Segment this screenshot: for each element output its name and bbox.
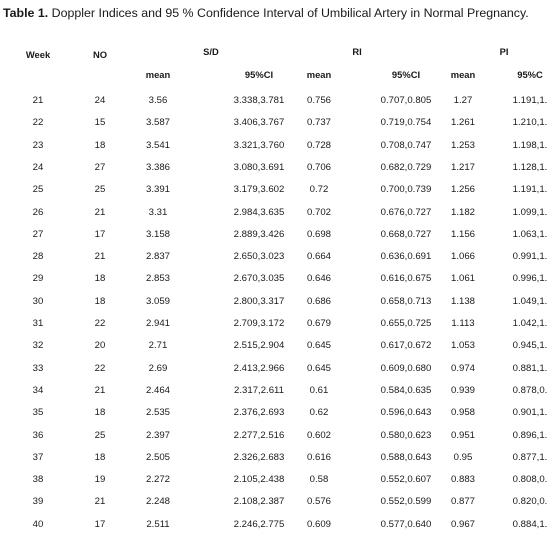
cell-week: 37	[32, 451, 44, 463]
cell-sd-ci: 2.984,3.635	[233, 206, 285, 218]
cell-sd-ci: 2.709,3.172	[233, 318, 285, 329]
cell-no: 22	[94, 362, 106, 374]
cell-ri-ci: 0.700,0.739	[380, 184, 432, 196]
cell-sd-ci: 2.326,2.683	[233, 451, 285, 463]
cell-sd-mean: 2.505	[145, 451, 171, 463]
cell-ri-ci: 0.609,0.680	[380, 362, 432, 374]
cell-no: 24	[94, 95, 106, 106]
cell-ri-ci: 0.616,0.675	[380, 273, 432, 285]
cell-sd-ci: 2.670,3.035	[233, 273, 285, 285]
subheader-ri-mean: mean	[306, 69, 332, 80]
cell-ri-ci: 0.584,0.635	[380, 384, 432, 396]
cell-sd-mean: 2.397	[145, 429, 171, 441]
cell-ri-ci: 0.707,0.805	[380, 95, 432, 106]
cell-pi-mean: 0.939	[450, 384, 476, 396]
cell-sd-mean: 3.541	[145, 139, 171, 151]
cell-ri-mean: 0.702	[306, 206, 332, 218]
cell-sd-ci: 2.376,2.693	[233, 407, 285, 419]
table-caption-label: Table 1.	[3, 6, 49, 20]
cell-pi-ci: 0.881,1.	[512, 362, 548, 374]
cell-ri-mean: 0.72	[309, 184, 329, 196]
cell-ri-ci: 0.577,0.640	[380, 518, 432, 530]
cell-pi-ci: 0.901,1.	[512, 407, 548, 419]
cell-sd-mean: 2.464	[145, 384, 171, 396]
cell-ri-mean: 0.645	[306, 340, 332, 352]
cell-ri-ci: 0.588,0.643	[380, 451, 432, 463]
cell-ri-mean: 0.609	[306, 518, 332, 530]
cell-pi-ci: 1.191,1.	[512, 95, 548, 106]
cell-no: 21	[94, 384, 106, 396]
subheader-pi-mean: mean	[450, 69, 476, 80]
cell-sd-ci: 2.317,2.611	[234, 384, 284, 396]
cell-ri-mean: 0.602	[306, 429, 332, 441]
cell-week: 38	[32, 474, 44, 486]
cell-pi-ci: 1.128,1.	[512, 161, 548, 173]
cell-pi-mean: 1.261	[450, 117, 476, 129]
table-caption-text: Doppler Indices and 95 % Confidence Interval of Umbilical Artery in Normal Pregnancy.	[51, 6, 529, 20]
cell-sd-ci: 2.105,2.438	[233, 474, 285, 486]
cell-pi-mean: 0.951	[450, 429, 476, 441]
cell-ri-mean: 0.646	[306, 273, 332, 285]
cell-week: 30	[32, 295, 44, 307]
cell-ri-mean: 0.576	[306, 496, 332, 508]
cell-week: 28	[32, 251, 44, 263]
cell-week: 27	[32, 228, 44, 240]
cell-sd-mean: 3.56	[148, 95, 168, 106]
cell-ri-ci: 0.708,0.747	[380, 139, 432, 151]
cell-ri-mean: 0.728	[306, 139, 332, 151]
header-sd: S/D	[203, 46, 219, 57]
cell-week: 39	[32, 496, 44, 508]
cell-pi-ci: 1.042,1.	[512, 318, 548, 329]
header-no: NO	[92, 49, 108, 60]
cell-sd-mean: 3.31	[148, 206, 168, 218]
cell-pi-mean: 1.053	[450, 340, 476, 352]
cell-sd-mean: 3.587	[145, 117, 171, 129]
cell-sd-mean: 2.511	[146, 518, 170, 530]
cell-pi-mean: 0.95	[453, 451, 473, 463]
cell-no: 17	[94, 228, 106, 240]
cell-pi-mean: 0.883	[450, 474, 476, 486]
cell-no: 17	[94, 518, 106, 530]
cell-ri-ci: 0.596,0.643	[380, 407, 432, 419]
cell-pi-ci: 0.991,1.	[512, 251, 548, 263]
cell-sd-mean: 2.272	[145, 474, 171, 486]
cell-pi-ci: 1.063,1.	[512, 228, 548, 240]
cell-week: 36	[32, 429, 44, 441]
cell-pi-ci: 1.099,1.	[512, 206, 548, 218]
cell-pi-ci: 0.996,1.	[512, 273, 548, 285]
cell-week: 21	[32, 95, 44, 106]
cell-sd-ci: 3.321,3.760	[233, 139, 285, 151]
cell-pi-ci: 0.820,0.	[512, 496, 548, 508]
cell-no: 21	[94, 251, 106, 263]
cell-sd-ci: 2.800,3.317	[233, 295, 285, 307]
cell-no: 22	[94, 318, 106, 329]
cell-sd-ci: 2.277,2.516	[233, 429, 285, 441]
cell-ri-mean: 0.737	[306, 117, 332, 129]
subheader-sd-mean: mean	[145, 69, 171, 80]
cell-ri-ci: 0.668,0.727	[380, 228, 432, 240]
cell-pi-mean: 1.061	[450, 273, 476, 285]
cell-pi-mean: 1.066	[450, 251, 476, 263]
cell-ri-mean: 0.61	[309, 384, 329, 396]
cell-pi-ci: 1.049,1.	[512, 295, 548, 307]
cell-ri-mean: 0.706	[306, 161, 332, 173]
cell-no: 27	[94, 161, 106, 173]
cell-sd-ci: 2.889,3.426	[233, 228, 285, 240]
cell-ri-mean: 0.686	[306, 295, 332, 307]
cell-sd-mean: 2.853	[145, 273, 171, 285]
cell-pi-mean: 1.27	[453, 95, 473, 106]
cell-ri-ci: 0.719,0.754	[380, 117, 432, 129]
cell-ri-ci: 0.552,0.599	[380, 496, 432, 508]
cell-week: 22	[32, 117, 44, 129]
cell-no: 25	[94, 184, 106, 196]
cell-ri-ci: 0.682,0.729	[380, 161, 432, 173]
subheader-sd-ci: 95%CI	[244, 69, 274, 80]
cell-no: 19	[94, 474, 106, 486]
cell-sd-mean: 3.158	[145, 228, 171, 240]
cell-no: 18	[94, 295, 106, 307]
cell-pi-mean: 0.877	[450, 496, 476, 508]
cell-sd-mean: 2.248	[145, 496, 171, 508]
cell-ri-mean: 0.756	[306, 95, 332, 106]
cell-week: 26	[32, 206, 44, 218]
subheader-ri-ci: 95%CI	[391, 69, 421, 80]
cell-ri-ci: 0.552,0.607	[380, 474, 432, 486]
cell-ri-mean: 0.58	[309, 474, 329, 486]
cell-pi-mean: 0.958	[450, 407, 476, 419]
cell-ri-ci: 0.658,0.713	[380, 295, 432, 307]
cell-ri-ci: 0.655,0.725	[380, 318, 432, 329]
cell-pi-ci: 0.896,1.	[512, 429, 548, 441]
cell-no: 21	[94, 496, 106, 508]
cell-sd-ci: 3.080,3.691	[233, 161, 285, 173]
cell-no: 21	[94, 206, 106, 218]
cell-sd-ci: 3.338,3.781	[233, 95, 285, 106]
cell-week: 40	[32, 518, 44, 530]
cell-pi-mean: 0.974	[450, 362, 476, 374]
cell-sd-ci: 2.108,2.387	[233, 496, 285, 508]
subheader-pi-ci: 95%C	[517, 69, 543, 80]
cell-week: 35	[32, 407, 44, 419]
cell-ri-ci: 0.617,0.672	[380, 340, 432, 352]
cell-sd-ci: 2.515,2.904	[233, 340, 285, 352]
cell-sd-ci: 2.650,3.023	[233, 251, 285, 263]
cell-no: 18	[94, 273, 106, 285]
cell-ri-mean: 0.679	[306, 318, 332, 329]
header-week: Week	[25, 49, 51, 60]
cell-pi-ci: 0.877,1.	[512, 451, 548, 463]
cell-pi-ci: 0.884,1.	[512, 518, 548, 530]
cell-no: 20	[94, 340, 106, 352]
header-pi: PI	[499, 46, 509, 57]
cell-no: 25	[94, 429, 106, 441]
cell-pi-ci: 1.210,1.	[512, 117, 548, 129]
cell-ri-mean: 0.62	[309, 407, 329, 419]
cell-sd-ci: 3.406,3.767	[233, 117, 285, 129]
cell-pi-mean: 1.156	[450, 228, 476, 240]
cell-no: 15	[94, 117, 106, 129]
cell-week: 24	[32, 161, 44, 173]
cell-ri-mean: 0.698	[306, 228, 332, 240]
cell-sd-mean: 2.535	[145, 407, 171, 419]
cell-pi-ci: 0.945,1.	[512, 340, 548, 352]
cell-sd-ci: 2.246,2.775	[233, 518, 285, 530]
cell-pi-ci: 1.198,1.	[512, 139, 548, 151]
cell-sd-mean: 2.71	[148, 340, 168, 352]
cell-pi-mean: 1.138	[450, 295, 476, 307]
cell-pi-mean: 1.253	[450, 139, 476, 151]
cell-pi-mean: 1.256	[450, 184, 476, 196]
cell-pi-ci: 1.191,1.	[512, 184, 548, 196]
cell-sd-ci: 3.179,3.602	[233, 184, 285, 196]
cell-ri-mean: 0.664	[306, 251, 332, 263]
cell-week: 31	[32, 318, 44, 329]
cell-week: 23	[32, 139, 44, 151]
cell-ri-ci: 0.636,0.691	[380, 251, 432, 263]
cell-ri-mean: 0.645	[306, 362, 332, 374]
header-ri: RI	[352, 46, 362, 57]
cell-pi-mean: 1.113	[451, 318, 475, 329]
cell-week: 33	[32, 362, 44, 374]
cell-no: 18	[94, 407, 106, 419]
cell-week: 25	[32, 184, 44, 196]
cell-pi-mean: 0.967	[450, 518, 476, 530]
cell-ri-ci: 0.676,0.727	[380, 206, 432, 218]
cell-sd-mean: 2.837	[145, 251, 171, 263]
cell-sd-ci: 2.413,2.966	[233, 362, 285, 374]
cell-sd-mean: 3.391	[145, 184, 171, 196]
cell-pi-ci: 0.878,0.	[512, 384, 548, 396]
cell-pi-ci: 0.808,0.	[512, 474, 548, 486]
cell-no: 18	[94, 139, 106, 151]
cell-pi-mean: 1.182	[450, 206, 476, 218]
cell-week: 34	[32, 384, 44, 396]
cell-pi-mean: 1.217	[450, 161, 476, 173]
cell-ri-ci: 0.580,0.623	[380, 429, 432, 441]
cell-week: 32	[32, 340, 44, 352]
cell-sd-mean: 2.69	[148, 362, 168, 374]
cell-sd-mean: 3.059	[145, 295, 171, 307]
cell-ri-mean: 0.616	[306, 451, 332, 463]
cell-sd-mean: 2.941	[145, 318, 171, 329]
cell-week: 29	[32, 273, 44, 285]
cell-no: 18	[94, 451, 106, 463]
cell-sd-mean: 3.386	[145, 161, 171, 173]
